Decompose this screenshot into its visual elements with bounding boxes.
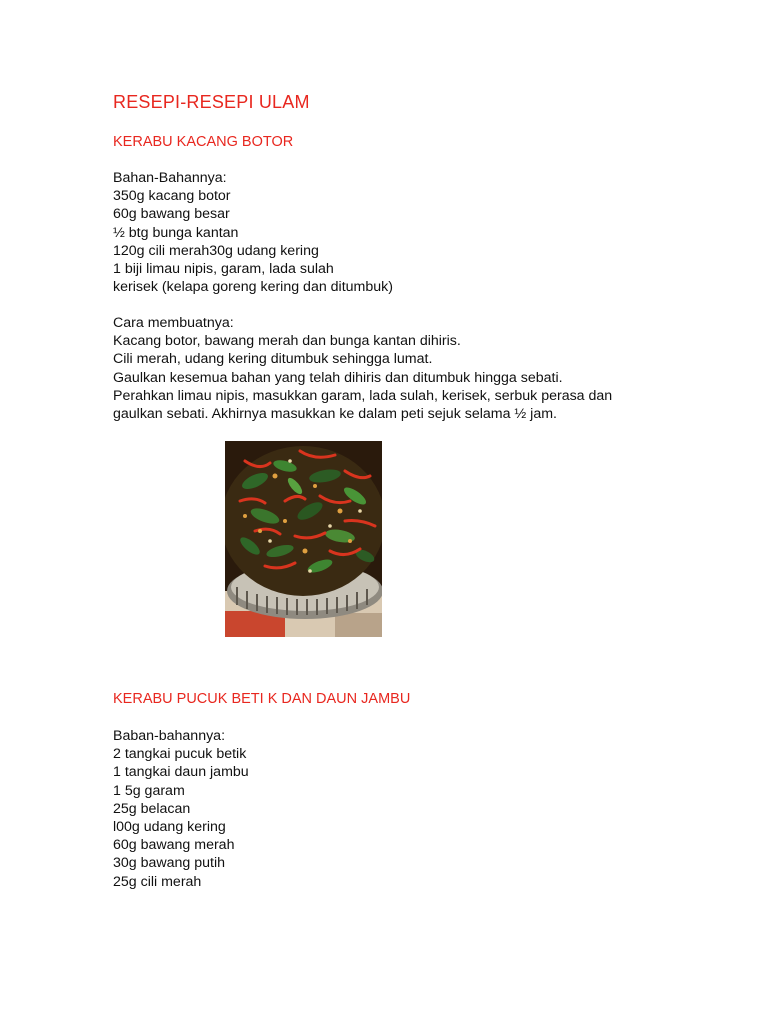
method-line: Kacang botor, bawang merah dan bunga kantan dihiris. [113, 333, 461, 350]
ingredient-line: 30g bawang putih [113, 855, 226, 872]
ingredient-line: l00g udang kering [113, 819, 226, 836]
ingredient-line: ½ btg bunga kantan [113, 224, 239, 241]
ingredient-line: 1 biji limau nipis, garam, lada sulah [113, 261, 334, 278]
ingredient-line: 2 tangkai pucuk betik [113, 746, 247, 763]
recipe1-heading: KERABU KACANG BOTOR [113, 134, 294, 150]
ingredient-line: 25g belacan [113, 800, 191, 817]
method-line: Gaulkan kesemua bahan yang telah dihiris dan ditumbuk hingga sebati. [113, 369, 563, 386]
recipe1-ingredients [113, 169, 393, 296]
ingredient-line: 60g bawang merah [113, 837, 235, 854]
ingredient-line: 25g cili merah [113, 873, 202, 890]
ingredient-line: 60g bawang besar [113, 206, 230, 223]
ingredient-line: 120g cili merah30g udang kering [113, 242, 319, 259]
page-title: RESEPI-RESEPI ULAM [113, 92, 310, 112]
recipe2-ingredients [113, 727, 249, 891]
kerabu-dish-photo [225, 441, 382, 637]
ingredients-label: Bahan-Bahannya: [113, 170, 227, 186]
ingredient-line: 1 tangkai daun jambu [113, 764, 249, 781]
ingredient-line: 1 5g garam [113, 782, 185, 799]
method-line: Cili merah, udang kering ditumbuk sehingga lumat. [113, 351, 433, 368]
ingredient-line: 350g kacang botor [113, 188, 231, 205]
recipe2-heading: KERABU PUCUK BETI K DAN DAUN JAMBU [113, 691, 411, 707]
method-line: gaulkan sebati. Akhirnya masukkan ke dalam peti sejuk selama ½ jam. [113, 406, 557, 423]
method-line: Perahkan limau nipis, masukkan garam, lada sulah, kerisek, serbuk perasa dan [113, 387, 613, 404]
recipe1-method [113, 314, 612, 423]
ingredients-label: Baban-bahannya: [113, 728, 226, 744]
ingredient-line: kerisek (kelapa goreng kering dan ditumbuk) [113, 279, 393, 296]
method-label: Cara membuatnya: [113, 315, 234, 331]
